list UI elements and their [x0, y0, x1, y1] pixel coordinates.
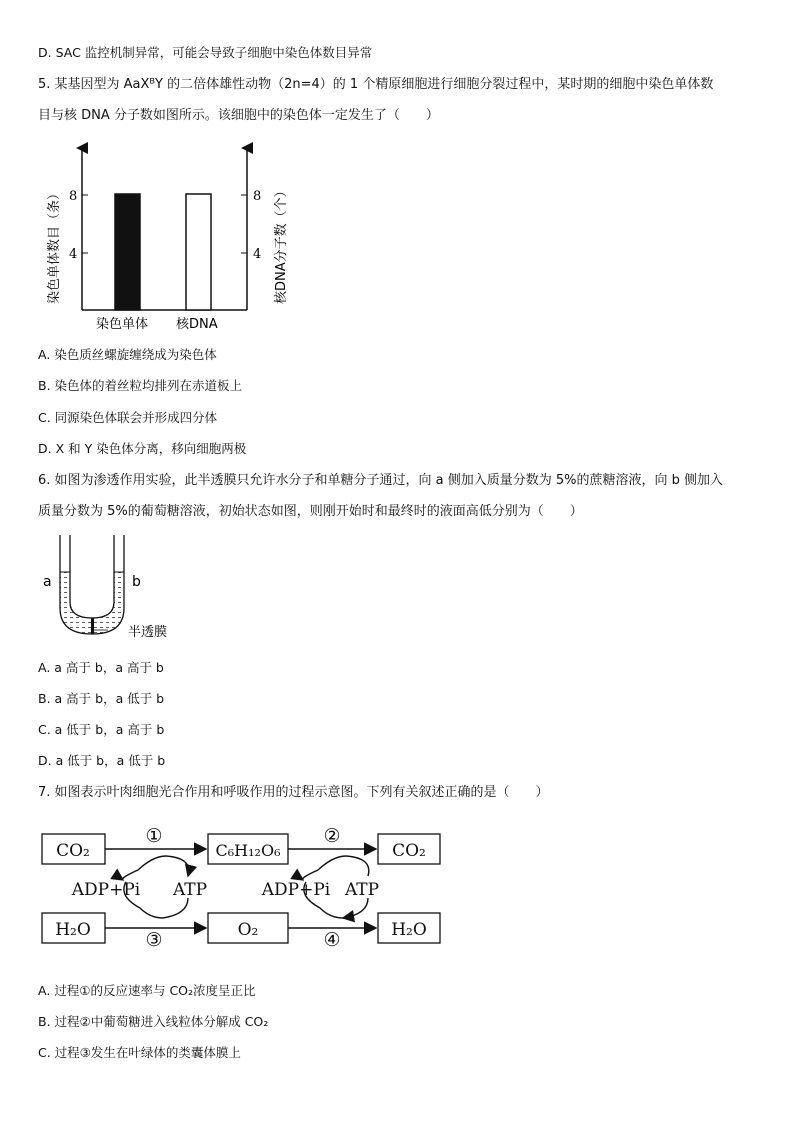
category-chromatids: 染色单体	[96, 317, 149, 332]
q6-option-d: D. a 低于 b，a 低于 b	[38, 753, 166, 768]
step-2: ②	[323, 825, 341, 847]
q7-option-a: A. 过程①的反应速率与 CO₂浓度呈正比	[38, 983, 256, 998]
step-4: ④	[323, 929, 341, 951]
box-h2o-left: H₂O	[55, 920, 91, 940]
q5-option-c: C. 同源染色体联会并形成四分体	[38, 410, 218, 425]
q6-u-tube-figure	[40, 530, 180, 645]
atp-right: ATP	[344, 880, 380, 900]
q7-option-c: C. 过程③发生在叶绿体的类囊体膜上	[38, 1045, 241, 1060]
step-1: ①	[145, 825, 163, 847]
box-co2-right: CO₂	[392, 841, 426, 861]
q6-option-c: C. a 低于 b，a 高于 b	[38, 722, 165, 737]
right-axis-label: 核DNA分子数（个）	[274, 184, 289, 304]
q5-option-b: B. 染色体的着丝粒均排列在赤道板上	[38, 378, 243, 393]
box-o2: O₂	[237, 920, 259, 940]
atp-left: ATP	[172, 880, 208, 900]
box-co2-left: CO₂	[56, 841, 90, 861]
label-a: a	[43, 574, 52, 590]
left-tick-8: 8	[69, 189, 78, 204]
q7-process-diagram	[38, 818, 448, 953]
membrane-label: 半透膜	[128, 625, 168, 640]
box-h2o-right: H₂O	[391, 920, 427, 940]
adp-pi-left: ADP+Pi	[71, 880, 141, 900]
q6-stem-line1: 6. 如图为渗透作用实验，此半透膜只允许水分子和单糖分子通过，向 a 侧加入质量分数为 5%的蔗糖溶液，向 b 侧加入	[38, 473, 724, 488]
q5-option-a: A. 染色质丝螺旋缠绕成为染色体	[38, 347, 217, 362]
q7-stem: 7. 如图表示叶肉细胞光合作用和呼吸作用的过程示意图。下列有关叙述正确的是（ ）	[38, 785, 549, 800]
category-nuclear-dna: 核DNA	[176, 317, 218, 332]
box-glucose: C₆H₁₂O₆	[215, 841, 281, 860]
q6-option-a: A. a 高于 b，a 高于 b	[38, 660, 164, 675]
bar-chromatids	[115, 194, 140, 310]
q5-stem-line1: 5. 某基因型为 AaXᴮY 的二倍体雄性动物（2n=4）的 1 个精原细胞进行细胞分裂过程中，某时期的细胞中染色单体数	[38, 77, 714, 92]
semipermeable-membrane	[91, 618, 94, 634]
q7-option-b: B. 过程②中葡萄糖进入线粒体分解成 CO₂	[38, 1014, 269, 1029]
q6-stem-line2: 质量分数为 5%的葡萄糖溶液，初始状态如图，则刚开始时和最终时的液面高低分别为（ ）	[38, 504, 583, 519]
q6-option-b: B. a 高于 b，a 低于 b	[38, 691, 165, 706]
adp-pi-right: ADP+Pi	[261, 880, 331, 900]
q5-stem-line2: 目与核 DNA 分子数如图所示。该细胞中的染色体一定发生了（ ）	[38, 108, 439, 123]
left-axis-label: 染色单体数目（条）	[47, 186, 62, 304]
label-b: b	[132, 574, 141, 590]
q5-bar-chart	[40, 140, 300, 335]
q4-option-d: D. SAC 监控机制异常，可能会导致子细胞中染色体数目异常	[38, 45, 373, 60]
step-3: ③	[145, 929, 163, 951]
q5-option-d: D. X 和 Y 染色体分离，移向细胞两极	[38, 441, 247, 456]
right-tick-8: 8	[253, 189, 262, 204]
right-tick-4: 4	[253, 247, 262, 262]
left-tick-4: 4	[69, 247, 78, 262]
bar-nuclear-dna	[186, 194, 211, 310]
